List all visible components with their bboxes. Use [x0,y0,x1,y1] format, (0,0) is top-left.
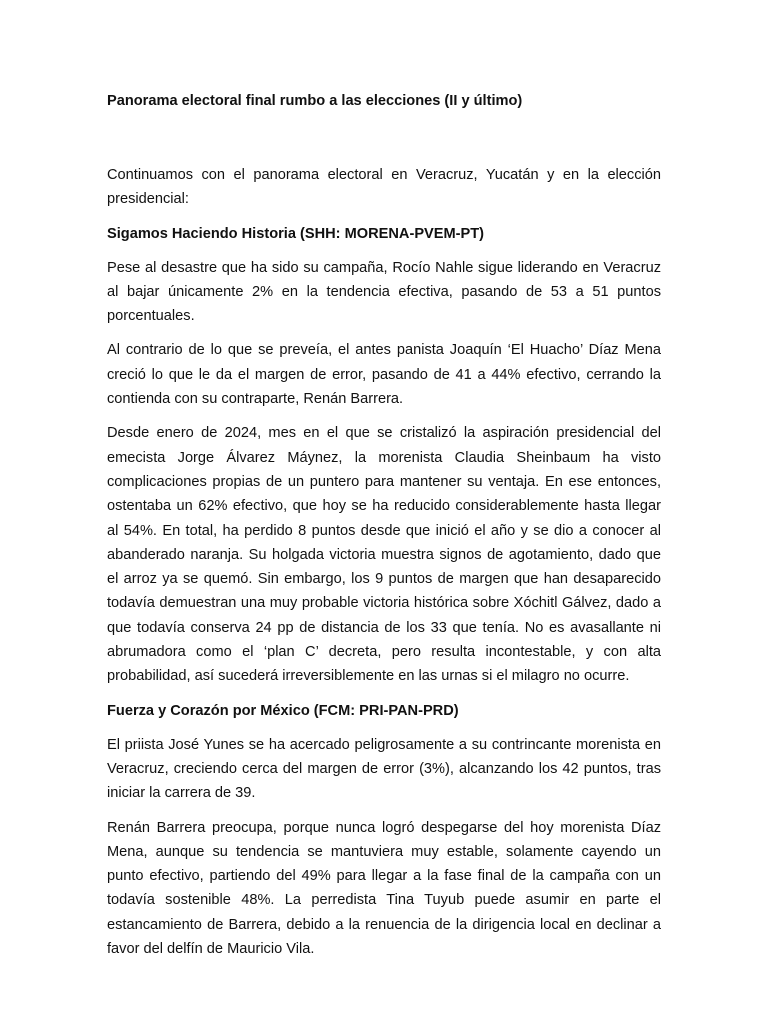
intro-paragraph: Continuamos con el panorama electoral en Veracruz, Yucatán y en la elección presidencial: [107,167,661,208]
paragraph: Pese al desastre que ha sido su campaña, Rocío Nahle sigue liderando en Veracruz al bajar únicamente 2% en la tendencia efectiva, pasando de 53 a 51 puntos porcentuales. [107,259,661,325]
paragraph: Al contrario de lo que se preveía, el antes panista Joaquín ‘El Huacho’ Díaz Mena creció lo que le da el margen de error, pasando de 41 a 44% efectivo, cerrando la contienda con su contraparte, Renán Barrera. [107,342,661,408]
paragraph: Renán Barrera preocupa, porque nunca logró despegarse del hoy morenista Díaz Mena, aunque su tendencia se mantuviera muy estable, solamente cayendo un punto efectivo, partiendo del 49% para llegar a la fase final de la campaña con un todavía sostenible 48%. La perredista Tina Tuyub puede asumir en parte el estancamiento de Barrera, debido a la renuencia de la dirigencia local en declinar a favor del delfín de Mauricio Vila. [107,819,661,958]
paragraph: El priista José Yunes se ha acercado peligrosamente a su contrincante morenista en Veracruz, creciendo cerca del margen de error (3%), alcanzando los 42 puntos, tras iniciar la carrera de 39. [107,736,661,802]
paragraph: Desde enero de 2024, mes en el que se cristalizó la aspiración presidencial del emecista Jorge Álvarez Máynez, la morenista Claudia Sheinbaum ha visto complicaciones propias de un puntero para mantener su ventaja. En ese entonces, ostentaba un 62% efectivo, que hoy se ha reducido considerablemente hasta llegar al 54%. En total, ha perdido 8 puntos desde que inició el año y se dio a conocer al abanderado naranja. Su holgada victoria muestra signos de agotamiento, dado que el arroz ya se quemó. Sin embargo, los 9 puntos de margen que han desaparecido todavía demuestran una muy probable victoria histórica sobre Xóchitl Gálvez, dado a que todavía conserva 24 pp de distancia de los 33 que tenía. No es avasallante ni abrumadora como el ‘plan C’ decreta, pero resulta incontestable, y con alta probabilidad, así sucederá irreversiblemente en las urnas si el milagro no ocurre. [107,425,661,685]
document-title: Panorama electoral final rumbo a las elecciones (II y último) [107,93,523,109]
section-heading-shh: Sigamos Haciendo Historia (SHH: MORENA-PVEM-PT) [107,225,485,242]
section-heading-fcm: Fuerza y Corazón por México (FCM: PRI-PAN-PRD) [107,702,459,719]
